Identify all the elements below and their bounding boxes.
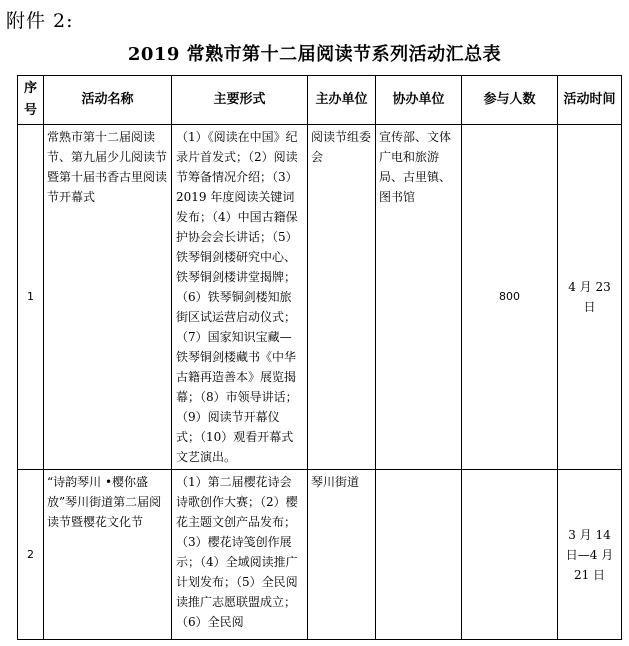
activity-summary-table bbox=[17, 75, 622, 640]
table-row bbox=[18, 125, 622, 470]
header-co-host: 协办单位 bbox=[376, 76, 462, 125]
header-time: 活动时间 bbox=[558, 76, 622, 125]
row-co-host bbox=[376, 470, 462, 640]
row-index: 1 bbox=[18, 125, 44, 470]
row-activity-name: 常熟市第十二届阅读节、第九届少儿阅读节暨第十届书香古里阅读节开幕式 bbox=[44, 125, 172, 470]
row-time: 3 月 14 日—4 月 21 日 bbox=[558, 470, 622, 640]
header-row bbox=[18, 76, 622, 125]
row-main-form: （1）第二届樱花诗会诗歌创作大赛；（2）樱花主题文创产品发布；（3）樱花诗笺创作展示；（4）全域阅读推广计划发布；（5）全民阅读推广志愿联盟成立；（6）全民阅 bbox=[172, 470, 308, 640]
row-time: 4 月 23 日 bbox=[558, 125, 622, 470]
row-participants: 800 bbox=[462, 125, 558, 470]
header-host: 主办单位 bbox=[308, 76, 376, 125]
table-row bbox=[18, 470, 622, 640]
row-co-host: 宣传部、文体广电和旅游局、古里镇、图书馆 bbox=[376, 125, 462, 470]
attachment-label: 附件 2: bbox=[6, 10, 74, 32]
header-activity-name: 活动名称 bbox=[44, 76, 172, 125]
row-participants bbox=[462, 470, 558, 640]
header-main-form: 主要形式 bbox=[172, 76, 308, 125]
row-index: 2 bbox=[18, 470, 44, 640]
row-activity-name: “诗韵琴川 •樱你盛放”琴川街道第二届阅读节暨樱花文化节 bbox=[44, 470, 172, 640]
header-participants: 参与人数 bbox=[462, 76, 558, 125]
document-title: 2019 常熟市第十二届阅读节系列活动汇总表 bbox=[127, 44, 502, 65]
row-host: 琴川街道 bbox=[308, 470, 376, 640]
header-index: 序号 bbox=[18, 76, 44, 125]
row-host: 阅读节组委会 bbox=[308, 125, 376, 470]
row-main-form: （1）《阅读在中国》纪录片首发式；（2）阅读节筹备情况介绍；（3）2019 年度阅读关键词发布；（4）中国古籍保护协会会长讲话；（5）铁琴铜剑楼研究中心、铁琴铜剑楼讲堂揭牌；（6）铁琴铜剑楼知旅街区试运营启动仪式；（7）国家知识宝藏—铁琴铜剑楼藏书《中华古籍再造善本》展览揭幕；（8）市领导讲话；（9）阅读节开幕仪式；（10）观看开幕式文艺演出。 bbox=[172, 125, 308, 470]
